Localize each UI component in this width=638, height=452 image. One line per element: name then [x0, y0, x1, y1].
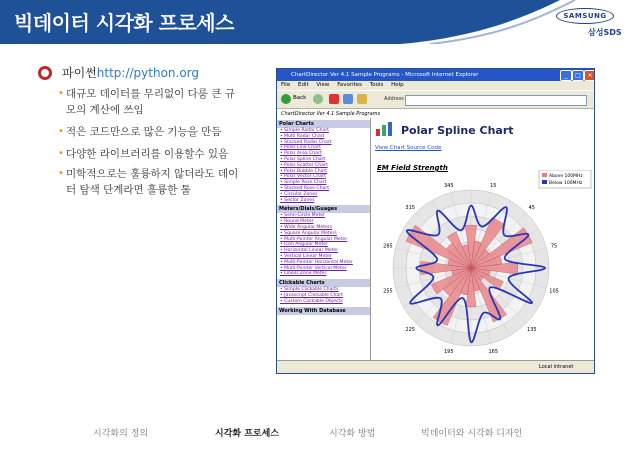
address-bar[interactable] — [405, 95, 587, 106]
sidebar-link[interactable]: • Sector Zones — [280, 197, 315, 203]
bullet-python — [62, 64, 199, 81]
status-bar — [277, 360, 594, 374]
angle-label: 285 — [383, 243, 393, 250]
subbullet-line: 모의 계산에 쓰임 — [66, 104, 144, 116]
angle-label: 195 — [443, 349, 454, 356]
subbullet-3 — [58, 146, 229, 162]
sidebar-link[interactable]: • Simple Rose Chart — [280, 180, 327, 186]
chart-pane — [371, 118, 594, 360]
angle-label: 225 — [405, 326, 415, 333]
polar-chart — [371, 170, 594, 360]
home-icon[interactable] — [357, 94, 367, 104]
nav-methods[interactable]: 시각화 방법 — [329, 429, 376, 439]
sidebar-link[interactable]: • Semi-Circle Meter — [280, 213, 325, 219]
sidebar-link[interactable]: • Custom Clickable Objects — [280, 298, 343, 304]
sidebar-link[interactable]: • Polar Spline Chart — [280, 156, 326, 162]
subbullet-line: 적은 코드만으로 많은 기능을 만듬 — [66, 126, 222, 138]
chartdirector-logo-icon — [375, 121, 395, 137]
sidebar-link[interactable]: • Multi Radar Chart — [280, 133, 325, 139]
back-arrow-icon[interactable] — [281, 94, 291, 104]
window-titlebar — [277, 69, 594, 81]
nav-design[interactable]: 빅데이터와 시각화 디자인 — [421, 429, 523, 439]
status-text: Local intranet — [539, 364, 574, 370]
legend-label: Below 100MHz — [549, 181, 583, 186]
chart-title: Polar Spline Chart — [401, 124, 514, 137]
angle-label: 75 — [550, 243, 558, 250]
sidebar-link[interactable]: • Multi-Pointer Vertical Meter — [280, 265, 347, 271]
menu-help[interactable]: Help — [391, 82, 404, 88]
maximize-icon[interactable]: □ — [572, 70, 584, 81]
close-icon[interactable]: × — [584, 70, 595, 81]
menu-edit[interactable]: Edit — [297, 82, 309, 88]
sidebar-link[interactable]: • Linear Zone Meter — [280, 271, 327, 277]
sidebar-link[interactable]: • Round Meter — [280, 219, 314, 225]
angle-label: 135 — [527, 326, 537, 333]
subbullet-2 — [58, 124, 222, 140]
address-label: Address — [384, 96, 404, 102]
nav-definition[interactable]: 시각화의 정의 — [93, 429, 149, 439]
angle-label: 255 — [383, 288, 393, 295]
bullet-dot-icon: • — [58, 126, 64, 137]
sample-sidebar — [277, 118, 371, 360]
back-label[interactable]: Back — [293, 95, 307, 101]
legend-swatch — [542, 173, 547, 177]
sidebar-section-header: Polar Charts — [277, 120, 370, 128]
sidebar-link[interactable]: • Polar Vector Chart — [280, 174, 326, 180]
refresh-icon[interactable] — [343, 94, 353, 104]
angle-label: 45 — [528, 205, 535, 212]
samsung-logo: SAMSUNG — [556, 8, 614, 24]
sidebar-link[interactable]: • Simple Radar Chart — [280, 128, 329, 133]
page-header: ChartDirector Ver 4.1 Sample Programs — [277, 109, 594, 120]
window-title: ChartDirector Ver 4.1 Sample Programs - Microsoft Internet Explorer — [291, 72, 479, 78]
angle-label: 105 — [549, 288, 559, 295]
stop-icon[interactable] — [329, 94, 339, 104]
sidebar-section-header: Meters/Dials/Guages — [277, 205, 370, 213]
subbullet-1 — [58, 86, 235, 118]
bullet-prefix: 파이썬 — [62, 66, 97, 80]
sidebar-link[interactable]: • Javascript Clickable Chart — [280, 292, 343, 298]
bullet-ring-icon — [38, 66, 52, 80]
browser-toolbar — [277, 90, 594, 109]
nav-process[interactable]: 시각화 프로세스 — [215, 429, 279, 439]
menu-view[interactable]: View — [316, 82, 330, 88]
subbullet-4 — [58, 166, 239, 198]
subbullet-line: 다양한 라이브러리를 이용할수 있음 — [66, 148, 229, 160]
sidebar-link[interactable]: • Polar Scatter Chart — [280, 162, 328, 168]
sidebar-link[interactable]: • Circular Zones — [280, 191, 318, 197]
sidebar-link[interactable]: • Polar Bubble Chart — [280, 168, 328, 174]
menu-tools[interactable]: Tools — [369, 82, 384, 88]
sidebar-section-header: Clickable Charts — [277, 279, 370, 287]
angle-label: 315 — [405, 205, 415, 212]
legend-label: Above 100MHz — [549, 174, 583, 179]
bullet-dot-icon: • — [58, 88, 64, 99]
subbullet-line: 대규모 데이터를 무리없이 다룸 큰 규 — [66, 88, 235, 100]
sidebar-link[interactable]: • Horizontal Linear Meter — [280, 248, 339, 254]
bullet-dot-icon: • — [58, 168, 64, 179]
sidebar-link[interactable]: • Multi-Pointer Horizontal Meter — [280, 259, 353, 265]
subbullet-line: 미학적으로는 훌륭하지 않더라도 데이 — [66, 168, 239, 180]
sidebar-link[interactable]: • Vertical Linear Meter — [280, 253, 332, 259]
sidebar-link[interactable]: • Wide Angular Meters — [280, 224, 333, 230]
sidebar-section-header: Working With Database — [277, 307, 370, 315]
browser-screenshot — [276, 68, 595, 374]
menu-bar — [277, 81, 594, 90]
python-link[interactable]: http://python.org — [96, 66, 200, 80]
bullet-dot-icon: • — [58, 148, 64, 159]
angle-label: 345 — [443, 182, 454, 189]
legend-swatch — [542, 180, 547, 184]
minimize-icon[interactable]: _ — [560, 70, 572, 81]
angle-label: 165 — [488, 349, 499, 356]
sidebar-link[interactable]: • Stacked Radar Chart — [280, 139, 332, 145]
samsung-sds-label: 삼성SDS — [588, 28, 622, 37]
view-source-link[interactable]: View Chart Source Code — [375, 145, 442, 151]
menu-favorites[interactable]: Favorites — [337, 82, 363, 88]
forward-arrow-icon[interactable] — [313, 94, 323, 104]
slide-title: 빅데이터 시각화 프로세스 — [14, 11, 234, 35]
sidebar-link[interactable]: • Polar Area Chart — [280, 151, 322, 157]
subbullet-line: 터 탐색 단계라면 훌륭한 툴 — [66, 184, 191, 196]
sidebar-link[interactable]: • Polar Line Chart — [280, 145, 321, 151]
menu-file[interactable]: File — [281, 82, 291, 88]
plot-caption: EM Field Strength — [377, 164, 448, 172]
sidebar-link[interactable]: • Square Angular Meters — [280, 230, 337, 236]
angle-label: 15 — [490, 182, 497, 189]
sidebar-link[interactable]: • Icon Angular Meter — [280, 242, 328, 248]
sidebar-link[interactable]: • Stacked Rose Chart — [280, 185, 330, 191]
sidebar-link[interactable]: • Multi-Pointer Angular Meter — [280, 236, 348, 242]
sidebar-link[interactable]: • Simple Clickable Charts — [280, 287, 339, 293]
